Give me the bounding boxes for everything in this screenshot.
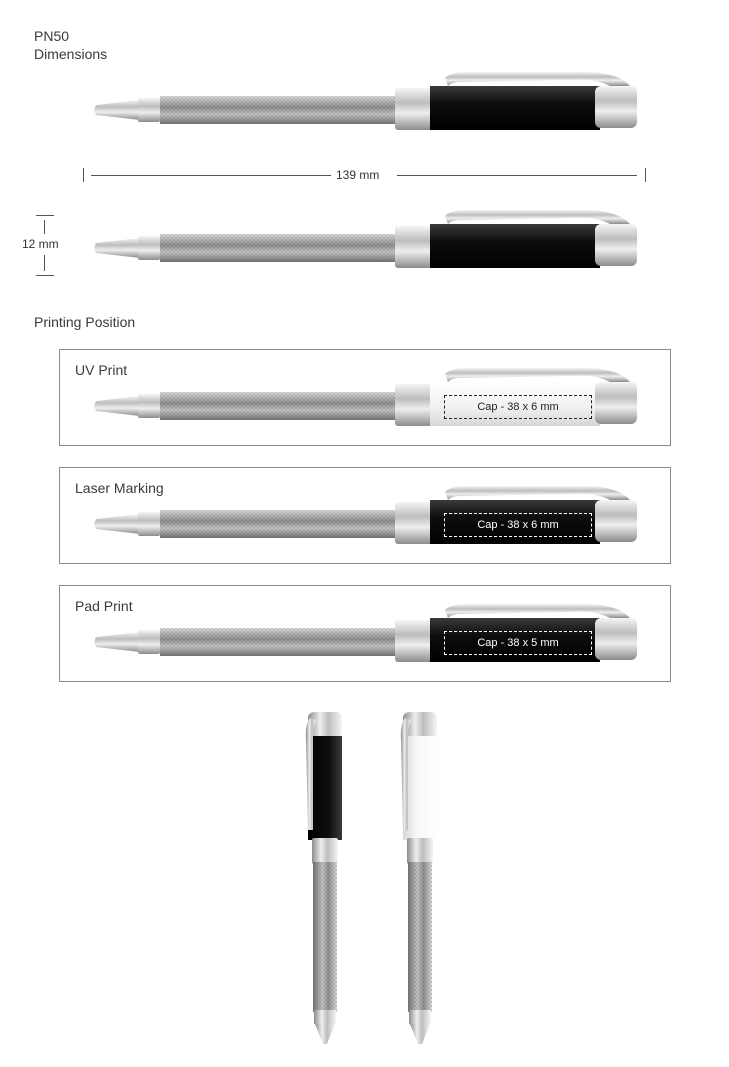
uv-print-label: UV Print — [75, 362, 128, 378]
pad-print-panel — [59, 585, 671, 682]
dimensions-heading: Dimensions — [34, 46, 108, 62]
diameter-line-top — [44, 220, 45, 234]
diameter-line-bottom — [44, 255, 45, 271]
laser-marking-label: Laser Marking — [75, 480, 164, 496]
pad-print-area: Cap - 38 x 5 mm — [444, 631, 592, 655]
printing-position-heading: Printing Position — [34, 314, 136, 330]
dimension-tick-left — [83, 168, 84, 182]
pen-side-view-1 — [90, 70, 640, 134]
pen-vertical-black — [300, 710, 350, 1050]
dimension-line-left — [91, 175, 331, 176]
laser-marking-area: Cap - 38 x 6 mm — [444, 513, 592, 537]
pen-vertical-white — [395, 710, 445, 1050]
laser-marking-panel — [59, 467, 671, 564]
dimension-line-right — [397, 175, 637, 176]
pen-side-view-2 — [90, 208, 640, 272]
uv-print-panel — [59, 349, 671, 446]
diameter-label: 12 mm — [22, 237, 59, 251]
uv-print-area: Cap - 38 x 6 mm — [444, 395, 592, 419]
diameter-tick-bottom — [36, 275, 54, 276]
product-code: PN50 — [34, 28, 70, 44]
diameter-tick-top — [36, 215, 54, 216]
length-label: 139 mm — [336, 168, 380, 182]
pad-print-label: Pad Print — [75, 598, 133, 614]
dimension-tick-right — [645, 168, 646, 182]
